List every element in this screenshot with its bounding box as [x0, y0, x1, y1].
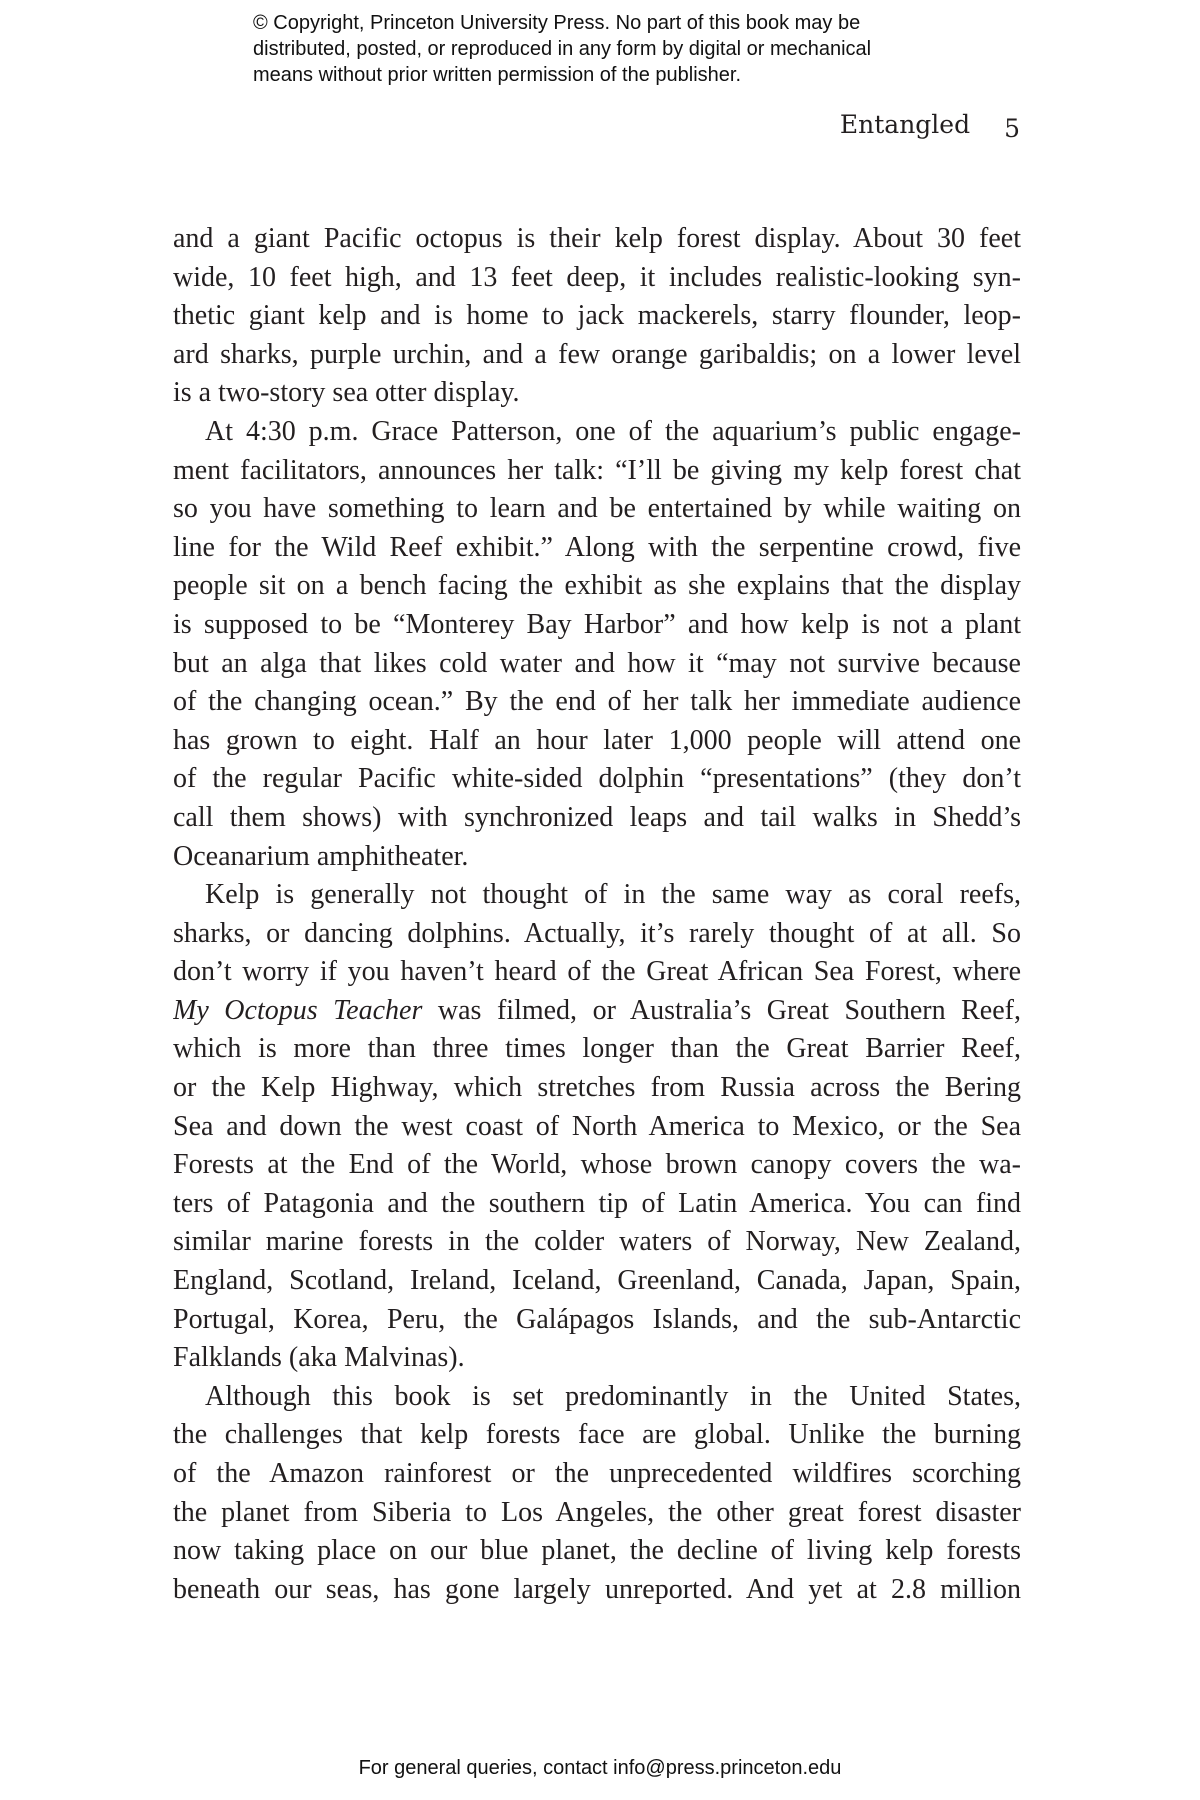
footer-contact: For general queries, contact info@press.princeton.edu: [358, 1757, 842, 1779]
text-line: At 4:30 p.m. Grace Patterson, one of the aquarium’s public engage-: [205, 415, 1021, 447]
text-line: is supposed to be “Monterey Bay Harbor” and how kelp is not a plant: [173, 608, 1021, 640]
text-line: of the regular Pacific white-sided dolphin “presentations” (they don’t: [173, 763, 1021, 795]
text-line: call them shows) with synchronized leaps and tail walks in Shedd’s: [173, 801, 1021, 833]
paragraph: [173, 876, 1021, 1378]
text-line: people sit on a bench facing the exhibit as she explains that the display: [173, 570, 1021, 602]
text-line: but an alga that likes cold water and how it “may not survive because: [173, 647, 1021, 679]
text-line: ment facilitators, announces her talk: “I’ll be giving my kelp forest chat: [173, 454, 1021, 486]
film-title-italic: My Octopus Teacher: [173, 994, 423, 1026]
text-line: Falklands (aka Malvinas).: [173, 1342, 465, 1374]
text-line: beneath our seas, has gone largely unreported. And yet at 2.8 million: [173, 1573, 1021, 1605]
text-line: now taking place on our blue planet, the decline of living kelp forests: [173, 1535, 1021, 1567]
body-text: [173, 220, 1021, 1609]
text-line: the challenges that kelp forests face are global. Unlike the burning: [173, 1419, 1021, 1451]
copyright-line: means without prior written permission of the publisher.: [253, 64, 742, 86]
text-line: Forests at the End of the World, whose brown canopy covers the wa-: [173, 1149, 1021, 1181]
text-line: and a giant Pacific octopus is their kelp forest display. About 30 feet: [173, 223, 1021, 254]
text-line: Oceanarium amphitheater.: [173, 840, 469, 872]
text-line: the planet from Siberia to Los Angeles, the other great forest disaster: [173, 1496, 1021, 1528]
running-head: [839, 110, 1020, 143]
text-line: Sea and down the west coast of North America to Mexico, or the Sea: [173, 1110, 1021, 1142]
paragraph: [173, 1378, 1021, 1610]
running-head-title: Entangled: [839, 110, 971, 139]
paragraph: [173, 220, 1021, 413]
text-line: which is more than three times longer than the Great Barrier Reef,: [173, 1033, 1021, 1065]
page-number: 5: [1004, 114, 1020, 143]
text-line: Kelp is generally not thought of in the same way as coral reefs,: [205, 879, 1021, 911]
text-line: similar marine forests in the colder waters of Norway, New Zealand,: [173, 1226, 1021, 1258]
copyright-notice: [253, 10, 973, 88]
text-line: of the changing ocean.” By the end of her talk her immediate audience: [173, 686, 1021, 718]
text-line: or the Kelp Highway, which stretches from Russia across the Bering: [173, 1072, 1021, 1104]
text-line: of the Amazon rainforest or the unprecedented wildfires scorching: [173, 1458, 1021, 1489]
text-line: is a two-story sea otter display.: [173, 377, 520, 409]
text-line: England, Scotland, Ireland, Iceland, Greenland, Canada, Japan, Spain,: [173, 1265, 1021, 1297]
text-line: wide, 10 feet high, and 13 feet deep, it includes realistic-looking syn-: [173, 261, 1021, 293]
text-line: line for the Wild Reef exhibit.” Along with the serpentine crowd, five: [173, 531, 1021, 563]
text-line: sharks, or dancing dolphins. Actually, it’s rarely thought of at all. So: [173, 917, 1021, 949]
text-line: Portugal, Korea, Peru, the Galápagos Islands, and the sub-Antarctic: [173, 1303, 1021, 1335]
text-line: Although this book is set predominantly in the United States,: [205, 1380, 1021, 1412]
text-line: so you have something to learn and be entertained by while waiting on: [173, 493, 1021, 525]
text-line: has grown to eight. Half an hour later 1,000 people will attend one: [173, 724, 1021, 756]
copyright-line: distributed, posted, or reproduced in any form by digital or mechanical: [253, 38, 872, 60]
copyright-line: © Copyright, Princeton University Press. No part of this book may be: [253, 12, 861, 34]
text-line: ters of Patagonia and the southern tip of Latin America. You can find: [173, 1187, 1021, 1219]
text-line: thetic giant kelp and is home to jack mackerels, starry flounder, leop-: [173, 300, 1021, 332]
text-line: don’t worry if you haven’t heard of the Great African Sea Forest, where: [173, 956, 1021, 988]
text-line: ard sharks, purple urchin, and a few orange garibaldis; on a lower level: [173, 338, 1021, 370]
paragraph: [173, 413, 1021, 876]
text-line-with-italic-title: My Octopus Teacher was filmed, or Australia’s Great Southern Reef,: [173, 994, 1021, 1026]
